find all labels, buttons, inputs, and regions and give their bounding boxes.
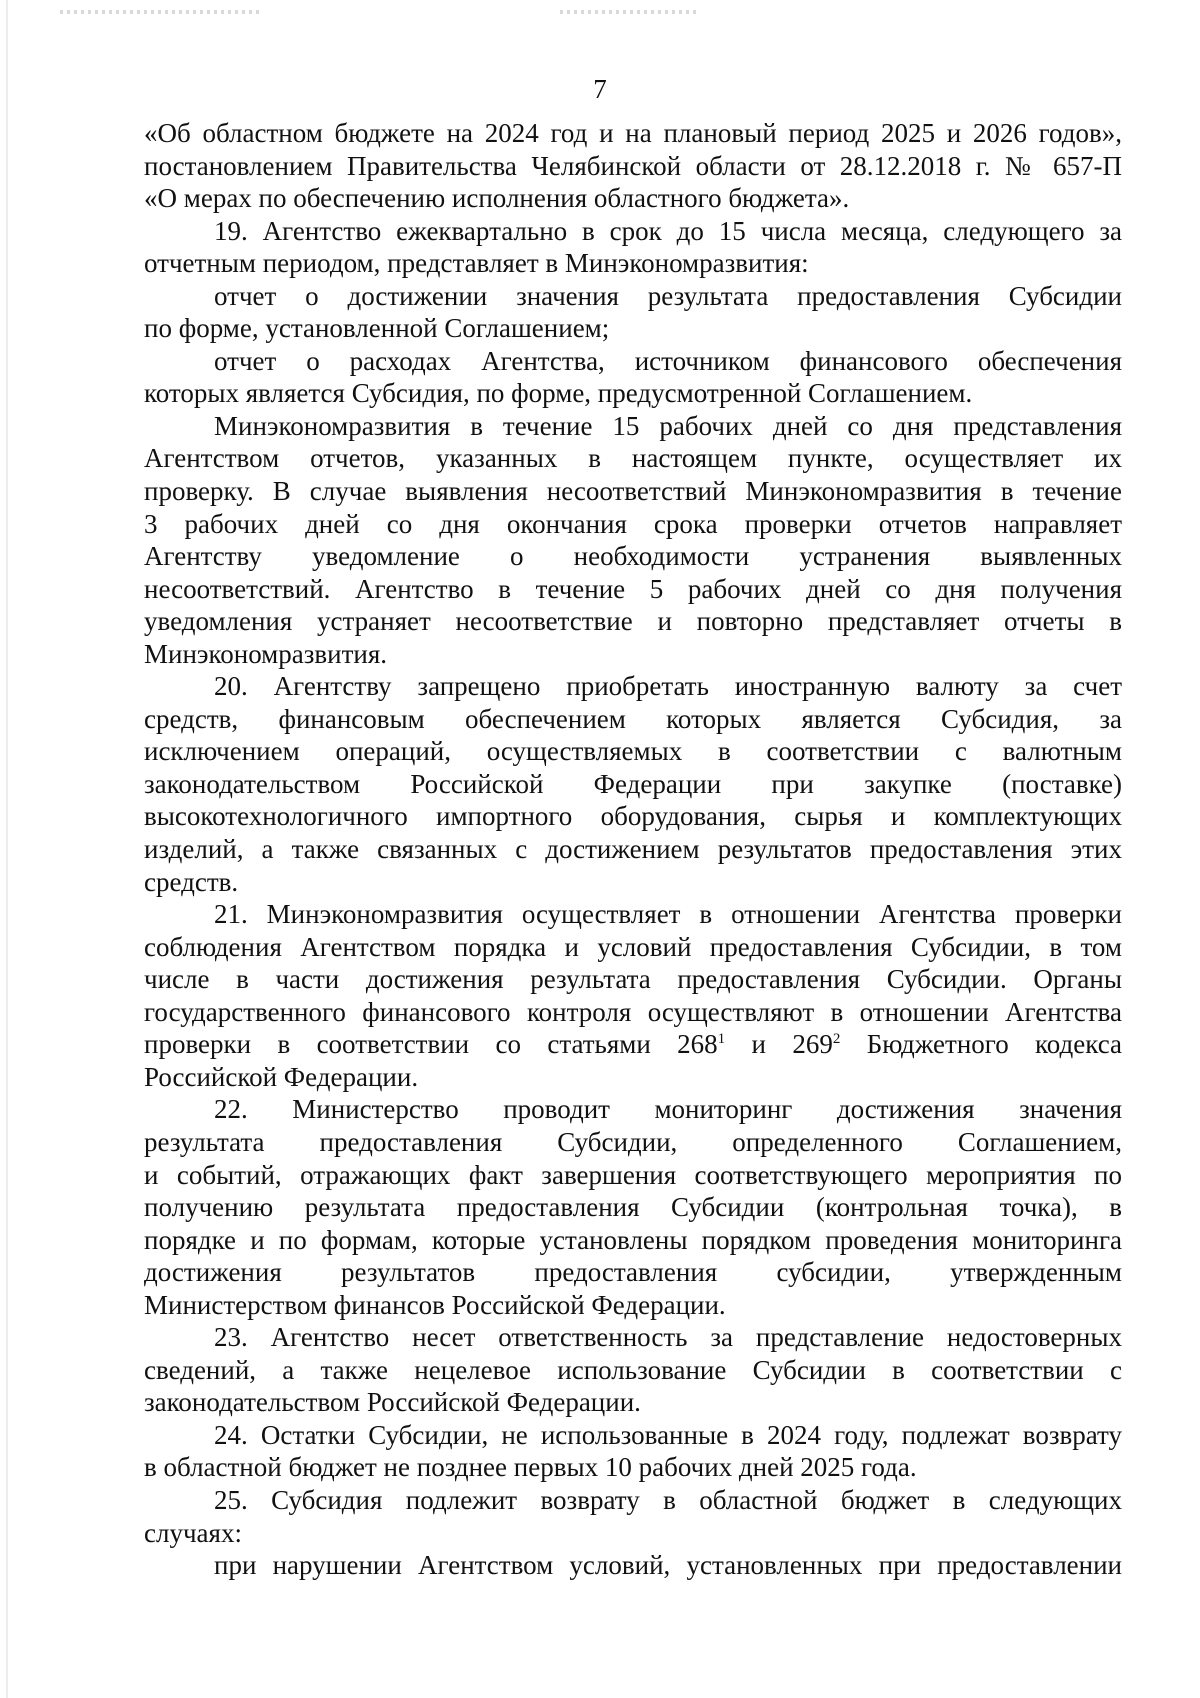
text-line: в областной бюджет не позднее первых 10 рабочих дней 2025 года. — [144, 1452, 917, 1483]
text-line: отчет о расходах Агентства, источником финансового обеспечения — [214, 345, 1122, 376]
text-line: высокотехнологичного импортного оборудования, сырья и комплектующих — [144, 801, 1122, 832]
text-line: законодательством Российской Федерации при закупке (поставке) — [144, 768, 1122, 799]
text-line: государственного финансового контроля осуществляют в отношении Агентства — [144, 996, 1122, 1027]
text-line: постановлением Правительства Челябинской области от 28.12.2018 г. № 657-П — [144, 150, 1122, 181]
paragraph — [144, 280, 1122, 345]
paragraph — [144, 1549, 1122, 1582]
text-line: 21. Минэкономразвития осуществляет в отношении Агентства проверки — [214, 899, 1122, 930]
text-line: порядке и по формам, которые установлены порядком проведения мониторинга — [144, 1224, 1122, 1255]
text-line: сведений, а также нецелевое использование Субсидии в соответствии с — [144, 1354, 1122, 1385]
text-line: отчет о достижении значения результата предоставления Субсидии — [214, 280, 1122, 311]
text-line: Агентством отчетов, указанных в настоящем пункте, осуществляет их — [144, 443, 1122, 474]
text-line: Министерством финансов Российской Федерации. — [144, 1289, 726, 1320]
scan-edge — [6, 0, 8, 1698]
text-line: при нарушении Агентством условий, установленных при предоставлении — [214, 1550, 1122, 1581]
text-line: несоответствий. Агентство в течение 5 рабочих дней со дня получения — [144, 573, 1122, 604]
text-line: законодательством Российской Федерации. — [144, 1387, 641, 1418]
paragraph-clause-24 — [144, 1419, 1122, 1484]
text-line: Агентству уведомление о необходимости устранения выявленных — [144, 541, 1122, 572]
text-line: уведомления устраняет несоответствие и повторно представляет отчеты в — [144, 606, 1122, 637]
paragraph-clause-23 — [144, 1321, 1122, 1419]
text-line: исключением операций, осуществляемых в соответствии с валютным — [144, 736, 1122, 767]
text-line-with-superscripts — [144, 1028, 1122, 1061]
text-line: средств. — [144, 866, 239, 897]
superscript: 2 — [832, 1031, 841, 1048]
text-line: Российской Федерации. — [144, 1061, 419, 1092]
paragraph — [144, 410, 1122, 670]
text-line: достижения результатов предоставления субсидии, утвержденным — [144, 1257, 1122, 1288]
text-line: получению результата предоставления Субсидии (контрольная точка), в — [144, 1192, 1122, 1223]
text-fragment: проверки в соответствии со статьями 268 — [144, 1029, 718, 1060]
text-line: результата предоставления Субсидии, определенного Соглашением, — [144, 1126, 1122, 1157]
text-line: которых является Субсидия, по форме, предусмотренной Соглашением. — [144, 378, 973, 409]
text-line: «О мерах по обеспечению исполнения областного бюджета». — [144, 183, 850, 214]
paragraph — [144, 345, 1122, 410]
paragraph-clause-20 — [144, 670, 1122, 898]
text-line: Минэкономразвития в течение 15 рабочих дней со дня представления — [214, 410, 1122, 441]
text-line: Минэкономразвития. — [144, 638, 388, 669]
scan-artifact — [60, 10, 260, 14]
text-line: отчетным периодом, представляет в Минэкономразвития: — [144, 248, 809, 279]
text-line: соблюдения Агентством порядка и условий предоставления Субсидии, в том — [144, 931, 1122, 962]
paragraph-clause-21 — [144, 898, 1122, 1093]
text-line: 24. Остатки Субсидии, не использованные в 2024 году, подлежат возврату — [214, 1419, 1122, 1450]
document-body — [144, 117, 1122, 1582]
paragraph — [144, 117, 1122, 215]
paragraph-clause-25 — [144, 1484, 1122, 1549]
text-line: 19. Агентство ежеквартально в срок до 15 числа месяца, следующего за — [214, 215, 1122, 246]
text-fragment: Бюджетного кодекса — [840, 1029, 1122, 1060]
text-line: проверку. В случае выявления несоответствий Минэкономразвития в течение — [144, 476, 1122, 507]
text-fragment: и 269 — [725, 1029, 833, 1060]
scan-artifact — [560, 10, 700, 14]
text-line: 20. Агентству запрещено приобретать иностранную валюту за счет — [214, 671, 1122, 702]
text-line: по форме, установленной Соглашением; — [144, 313, 610, 344]
text-line: «Об областном бюджете на 2024 год и на плановый период 2025 и 2026 годов», — [144, 118, 1122, 148]
text-line: 23. Агентство несет ответственность за представление недостоверных — [214, 1322, 1122, 1353]
text-line: 22. Министерство проводит мониторинг достижения значения — [214, 1094, 1122, 1125]
text-line: 3 рабочих дней со дня окончания срока проверки отчетов направляет — [144, 508, 1122, 539]
text-line: и событий, отражающих факт завершения соответствующего мероприятия по — [144, 1159, 1122, 1190]
page-number: 7 — [593, 74, 607, 104]
text-line: средств, финансовым обеспечением которых является Субсидия, за — [144, 703, 1122, 734]
text-line: случаях: — [144, 1517, 242, 1548]
superscript: 1 — [717, 1031, 726, 1048]
text-line: числе в части достижения результата предоставления Субсидии. Органы — [144, 964, 1122, 995]
paragraph-clause-19 — [144, 215, 1122, 280]
text-line: 25. Субсидия подлежит возврату в областной бюджет в следующих — [214, 1484, 1122, 1515]
paragraph-clause-22 — [144, 1093, 1122, 1321]
text-line: изделий, а также связанных с достижением результатов предоставления этих — [144, 834, 1122, 865]
